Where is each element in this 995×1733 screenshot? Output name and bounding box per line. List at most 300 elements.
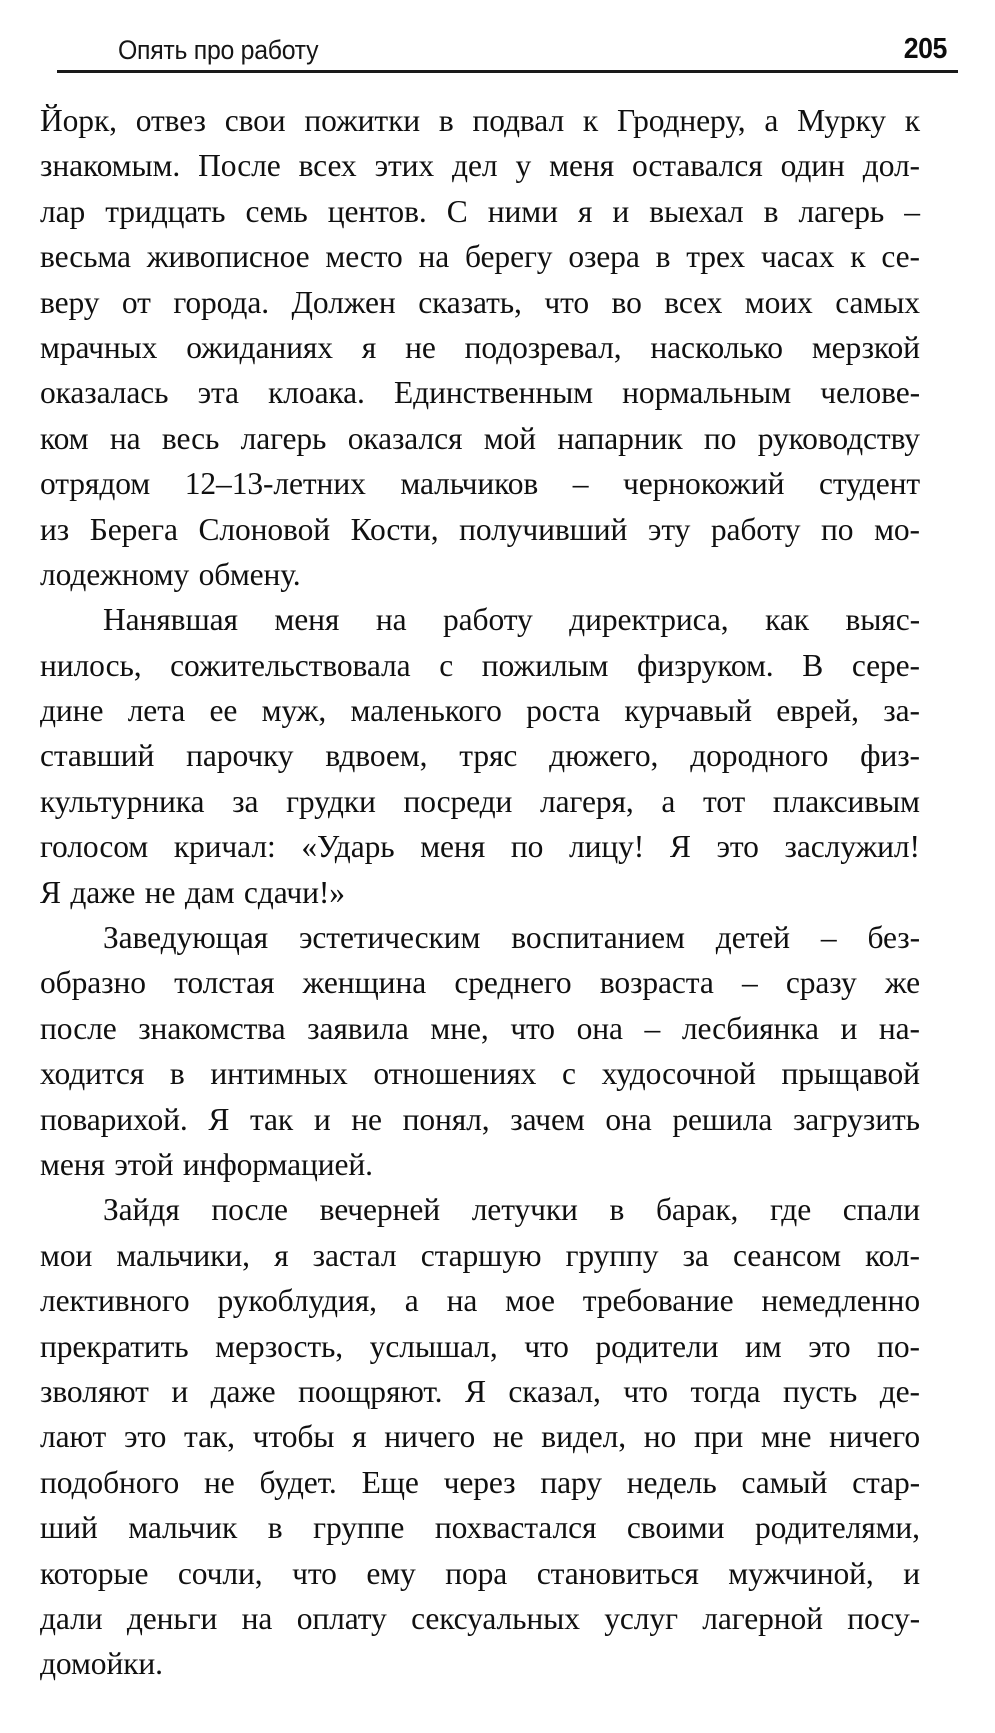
- word: насколько: [650, 329, 783, 365]
- word: при: [693, 1419, 744, 1455]
- word: дородного: [690, 738, 829, 774]
- word: парочку: [186, 738, 294, 774]
- word: плаксивым: [772, 783, 920, 819]
- word: которые: [40, 1555, 149, 1591]
- word: а: [661, 783, 676, 819]
- word: города.: [173, 284, 269, 320]
- word: мне: [760, 1419, 812, 1455]
- text-line: [40, 1324, 920, 1369]
- word: деньги: [126, 1600, 218, 1636]
- word: пожилым: [481, 647, 609, 683]
- word: это: [808, 1328, 851, 1364]
- word: маленького: [350, 693, 502, 729]
- word: спали: [842, 1192, 920, 1228]
- word: мой: [483, 420, 536, 456]
- word: вдвоем,: [325, 738, 428, 774]
- word: В: [802, 647, 824, 683]
- word: Нанявшая: [103, 602, 238, 638]
- text-line: [40, 1551, 920, 1596]
- word: родители: [595, 1328, 719, 1364]
- word: лесбиянка: [681, 1010, 819, 1046]
- word: работу: [443, 602, 533, 638]
- word: от: [121, 284, 151, 320]
- word: группе: [313, 1510, 405, 1546]
- word: дел: [452, 148, 498, 184]
- word: я: [274, 1237, 289, 1273]
- word: эта: [197, 375, 239, 411]
- word: недель: [626, 1464, 717, 1500]
- word: требование: [582, 1283, 734, 1319]
- word: за: [232, 783, 259, 819]
- word: возраста: [599, 965, 714, 1001]
- word: свои: [224, 103, 286, 138]
- word: посреди: [403, 783, 513, 819]
- body-text: [40, 98, 920, 1687]
- word: сочли,: [177, 1555, 263, 1591]
- word: Берега: [89, 511, 178, 547]
- word: самых: [835, 284, 920, 320]
- word: не: [405, 329, 436, 365]
- word: этой: [114, 1146, 174, 1182]
- word: в: [763, 193, 779, 229]
- word: моих: [744, 284, 813, 320]
- word: информацией.: [182, 1146, 373, 1182]
- word: лар: [40, 193, 86, 229]
- word: после: [40, 1010, 117, 1046]
- word: на: [375, 602, 407, 638]
- word: озера: [568, 239, 640, 275]
- word: по: [510, 829, 544, 865]
- word: кол-: [865, 1237, 920, 1273]
- text-line: [40, 1006, 920, 1051]
- text-line: [40, 552, 920, 597]
- word: сдачи!»: [243, 874, 345, 910]
- word: директриса,: [569, 602, 729, 638]
- word: –: [644, 1010, 661, 1046]
- word: чернокожий: [623, 466, 785, 502]
- text-line: [40, 1596, 920, 1641]
- word: челове-: [820, 375, 920, 411]
- word: мо-: [874, 511, 920, 547]
- word: интимных: [210, 1056, 348, 1092]
- word: что: [510, 1010, 555, 1046]
- word: в: [609, 1192, 625, 1228]
- word: После: [198, 148, 281, 184]
- text-line: [40, 416, 920, 461]
- word: ожиданиях: [186, 329, 333, 365]
- text-line: [40, 1278, 920, 1323]
- word: и: [313, 1101, 331, 1137]
- word: своими: [626, 1510, 725, 1546]
- word: услышал,: [369, 1328, 498, 1364]
- word: центов.: [327, 193, 427, 229]
- text-line: [40, 960, 920, 1005]
- word: и: [171, 1373, 189, 1409]
- word: тот: [703, 783, 746, 819]
- word: в: [169, 1056, 185, 1092]
- word: поварихой.: [40, 1101, 188, 1137]
- word: это: [123, 1419, 167, 1455]
- word: домойки.: [40, 1646, 163, 1682]
- word: курчавый: [624, 693, 752, 729]
- word: услуг: [604, 1600, 678, 1636]
- word: выехал: [649, 193, 744, 229]
- word: даже: [70, 874, 136, 910]
- word: де-: [879, 1373, 920, 1409]
- word: место: [325, 239, 403, 275]
- text-line: [40, 1505, 920, 1550]
- word: на: [109, 420, 141, 456]
- word: напарник: [557, 420, 683, 456]
- word: лают: [40, 1419, 107, 1455]
- word: она: [605, 1101, 652, 1137]
- word: Заведующая: [103, 920, 269, 956]
- word: вечерней: [319, 1192, 440, 1228]
- word: ними: [487, 193, 558, 229]
- word: видел,: [541, 1419, 627, 1455]
- word: мне,: [430, 1010, 489, 1046]
- text-line: [40, 870, 920, 915]
- word: берегу: [465, 239, 553, 275]
- word: я: [577, 193, 593, 229]
- word: Я: [208, 1101, 230, 1137]
- word: оставался: [631, 148, 763, 184]
- word: барак,: [655, 1192, 739, 1228]
- word: лета: [127, 693, 186, 729]
- word: лагерной: [702, 1600, 823, 1636]
- word: где: [770, 1192, 812, 1228]
- text-line: [40, 1369, 920, 1414]
- word: эстетическим: [299, 920, 481, 956]
- word: Я: [464, 1373, 486, 1409]
- word: сожительствовала: [170, 647, 411, 683]
- word: она: [576, 1010, 623, 1046]
- word: с: [562, 1056, 576, 1092]
- word: голосом: [40, 829, 149, 865]
- word: физруком.: [637, 647, 774, 683]
- word: на: [241, 1600, 273, 1636]
- word: по: [703, 420, 737, 456]
- word: тряс: [459, 738, 518, 774]
- word: решила: [672, 1101, 773, 1137]
- text-line: [40, 1641, 920, 1686]
- word: и: [612, 193, 630, 229]
- word: за-: [883, 693, 920, 729]
- word: что: [292, 1555, 337, 1591]
- word: лицу!: [568, 829, 645, 865]
- word: один: [780, 148, 845, 184]
- word: эту: [647, 511, 691, 547]
- word: получивший: [459, 511, 628, 547]
- word: лагерь: [240, 420, 327, 456]
- word: к: [850, 239, 866, 275]
- word: у: [515, 148, 532, 184]
- word: поощряют.: [298, 1373, 443, 1409]
- text-line: [40, 280, 920, 325]
- word: се-: [881, 239, 920, 275]
- text-line: [40, 1097, 920, 1142]
- word: во: [611, 284, 642, 320]
- word: я: [352, 1419, 367, 1455]
- word: живописное: [146, 239, 310, 275]
- word: загрузить: [792, 1101, 920, 1137]
- word: выяс-: [845, 602, 920, 638]
- word: не: [351, 1101, 382, 1137]
- word: сеансом: [732, 1237, 841, 1273]
- word: дине: [40, 693, 104, 729]
- text-line: [40, 1414, 920, 1459]
- word: образно: [40, 965, 146, 1001]
- text-line: [40, 98, 920, 143]
- word: мрачных: [40, 329, 158, 365]
- word: на: [418, 239, 450, 275]
- word: без-: [867, 920, 920, 956]
- word: не: [203, 1464, 235, 1500]
- word: 12–13-летних: [184, 466, 366, 502]
- text-line: [40, 915, 920, 960]
- word: лагерь: [798, 193, 885, 229]
- word: пора: [445, 1555, 508, 1591]
- word: мальчики,: [116, 1237, 250, 1273]
- word: ничего: [384, 1419, 476, 1455]
- word: воспитанием: [511, 920, 685, 956]
- word: даже: [210, 1373, 276, 1409]
- word: муж,: [261, 693, 327, 729]
- word: родителями,: [754, 1510, 920, 1546]
- word: подобного: [40, 1464, 180, 1500]
- text-line: [40, 507, 920, 552]
- word: Зайдя: [103, 1192, 180, 1228]
- word: часах: [760, 239, 835, 275]
- word: рукоблудия,: [217, 1283, 377, 1319]
- word: знакомства: [138, 1010, 286, 1046]
- word: что: [524, 1328, 569, 1364]
- word: же: [884, 965, 920, 1001]
- word: –: [572, 466, 589, 502]
- word: лективного: [40, 1283, 190, 1319]
- word: Еще: [361, 1464, 419, 1500]
- header-rule: [57, 70, 958, 73]
- word: мальчиков: [400, 466, 539, 502]
- text-line: [40, 733, 920, 778]
- word: стар-: [852, 1464, 920, 1500]
- word: и: [840, 1010, 858, 1046]
- word: руководству: [757, 420, 920, 456]
- word: оказался: [347, 420, 463, 456]
- text-line: [40, 143, 920, 188]
- text-line: [40, 824, 920, 869]
- word: кричал:: [173, 829, 276, 865]
- word: Я: [40, 874, 61, 910]
- word: посу-: [847, 1600, 920, 1636]
- word: С: [446, 193, 468, 229]
- word: –: [904, 193, 920, 229]
- word: после: [211, 1192, 288, 1228]
- word: в: [655, 239, 671, 275]
- word: нормальным: [622, 375, 792, 411]
- word: не: [492, 1419, 524, 1455]
- word: в: [267, 1510, 283, 1546]
- word: понял,: [402, 1101, 490, 1137]
- word: похвастался: [434, 1510, 597, 1546]
- text-line: [40, 325, 920, 370]
- word: –: [741, 965, 758, 1001]
- word: весь: [161, 420, 220, 456]
- word: худосочной: [601, 1056, 756, 1092]
- word: группу: [565, 1237, 659, 1273]
- word: Мурку: [797, 103, 886, 138]
- word: трех: [686, 239, 746, 275]
- word: лодежному: [40, 556, 190, 592]
- word: не: [144, 874, 176, 910]
- word: а: [404, 1283, 419, 1319]
- text-line: [40, 234, 920, 279]
- word: прекратить: [40, 1328, 189, 1364]
- word: в: [438, 103, 454, 138]
- word: еврей,: [776, 693, 859, 729]
- word: Гроднеру,: [616, 103, 746, 138]
- word: и: [903, 1555, 920, 1591]
- word: как: [765, 602, 809, 638]
- word: Я: [669, 829, 691, 865]
- word: что: [623, 1373, 668, 1409]
- text-line: [40, 779, 920, 824]
- word: пусть: [782, 1373, 858, 1409]
- text-line: [40, 1233, 920, 1278]
- word: –: [820, 920, 837, 956]
- word: ком: [40, 420, 89, 456]
- word: подвал: [472, 103, 565, 138]
- word: меня: [549, 148, 614, 184]
- word: отношениях: [373, 1056, 537, 1092]
- word: оказалась: [40, 375, 169, 411]
- word: отрядом: [40, 466, 151, 502]
- word: ставший: [40, 738, 155, 774]
- text-line: [40, 643, 920, 688]
- text-line: [40, 1460, 920, 1505]
- text-line: [40, 597, 920, 642]
- word: отвез: [135, 103, 206, 138]
- word: пожитки: [304, 103, 421, 138]
- word: работу: [710, 511, 801, 547]
- word: с: [439, 647, 454, 683]
- word: ший: [40, 1510, 98, 1546]
- running-head: [118, 18, 947, 64]
- word: будет.: [259, 1464, 337, 1500]
- word: заявила: [307, 1010, 409, 1046]
- word: что: [544, 284, 589, 320]
- text-line: [40, 1187, 920, 1232]
- word: мое: [505, 1283, 555, 1319]
- word: сексуальных: [411, 1600, 580, 1636]
- word: грудки: [286, 783, 376, 819]
- word: из: [40, 511, 70, 547]
- word: но: [643, 1419, 677, 1455]
- word: сказал,: [508, 1373, 601, 1409]
- word: толстая: [174, 965, 275, 1001]
- word: меня: [420, 829, 486, 865]
- word: старшую: [420, 1237, 542, 1273]
- word: к: [582, 103, 599, 138]
- word: дюжего,: [549, 738, 659, 774]
- word: всех: [298, 148, 357, 184]
- word: знакомым.: [40, 148, 181, 184]
- word: чтобы: [252, 1419, 335, 1455]
- word: на: [446, 1283, 478, 1319]
- word: зачем: [510, 1101, 585, 1137]
- word: по: [821, 511, 854, 547]
- word: этих: [374, 148, 435, 184]
- word: мужчиной,: [728, 1555, 874, 1591]
- word: прыщавой: [781, 1056, 920, 1092]
- word: обмену.: [198, 556, 301, 592]
- word: веру: [40, 284, 100, 320]
- word: «Ударь: [301, 829, 395, 865]
- word: мерзкой: [811, 329, 920, 365]
- word: на-: [878, 1010, 920, 1046]
- word: ему: [366, 1555, 416, 1591]
- word: так: [249, 1101, 294, 1137]
- word: к: [904, 103, 920, 138]
- word: студент: [818, 466, 920, 502]
- word: зволяют: [40, 1373, 149, 1409]
- word: становиться: [536, 1555, 699, 1591]
- word: сразу: [785, 965, 857, 1001]
- word: летучки: [471, 1192, 578, 1228]
- word: заслужил!: [784, 829, 920, 865]
- word: семь: [245, 193, 308, 229]
- word: за: [682, 1237, 709, 1273]
- word: детей: [715, 920, 790, 956]
- word: подозревал,: [464, 329, 622, 365]
- word: самый: [741, 1464, 828, 1500]
- word: роста: [526, 693, 600, 729]
- word: ее: [209, 693, 238, 729]
- word: клоака.: [268, 375, 365, 411]
- word: я: [361, 329, 377, 365]
- word: немедленно: [761, 1283, 920, 1319]
- word: сере-: [851, 647, 920, 683]
- word: мои: [40, 1237, 93, 1273]
- word: дали: [40, 1600, 103, 1636]
- word: лагеря,: [540, 783, 634, 819]
- word: тридцать: [105, 193, 226, 229]
- word: физ-: [860, 738, 920, 774]
- text-line: [40, 189, 920, 234]
- word: женщина: [302, 965, 427, 1001]
- word: Единственным: [394, 375, 594, 411]
- word: это: [716, 829, 759, 865]
- word: ходится: [40, 1056, 145, 1092]
- word: меня: [274, 602, 340, 638]
- word: среднего: [454, 965, 572, 1001]
- word: сказать,: [418, 284, 522, 320]
- text-line: [40, 1051, 920, 1096]
- word: по-: [877, 1328, 920, 1364]
- word: ничего: [829, 1419, 920, 1455]
- word: Слоновой: [198, 511, 330, 547]
- word: дол-: [862, 148, 920, 184]
- chapter-title: Опять про работу: [118, 35, 319, 65]
- text-line: [40, 370, 920, 415]
- word: Йорк,: [40, 103, 117, 138]
- word: весьма: [40, 239, 131, 275]
- word: так,: [184, 1419, 235, 1455]
- word: меня: [40, 1146, 105, 1182]
- text-line: [40, 461, 920, 506]
- word: дам: [184, 874, 235, 910]
- word: всех: [664, 284, 723, 320]
